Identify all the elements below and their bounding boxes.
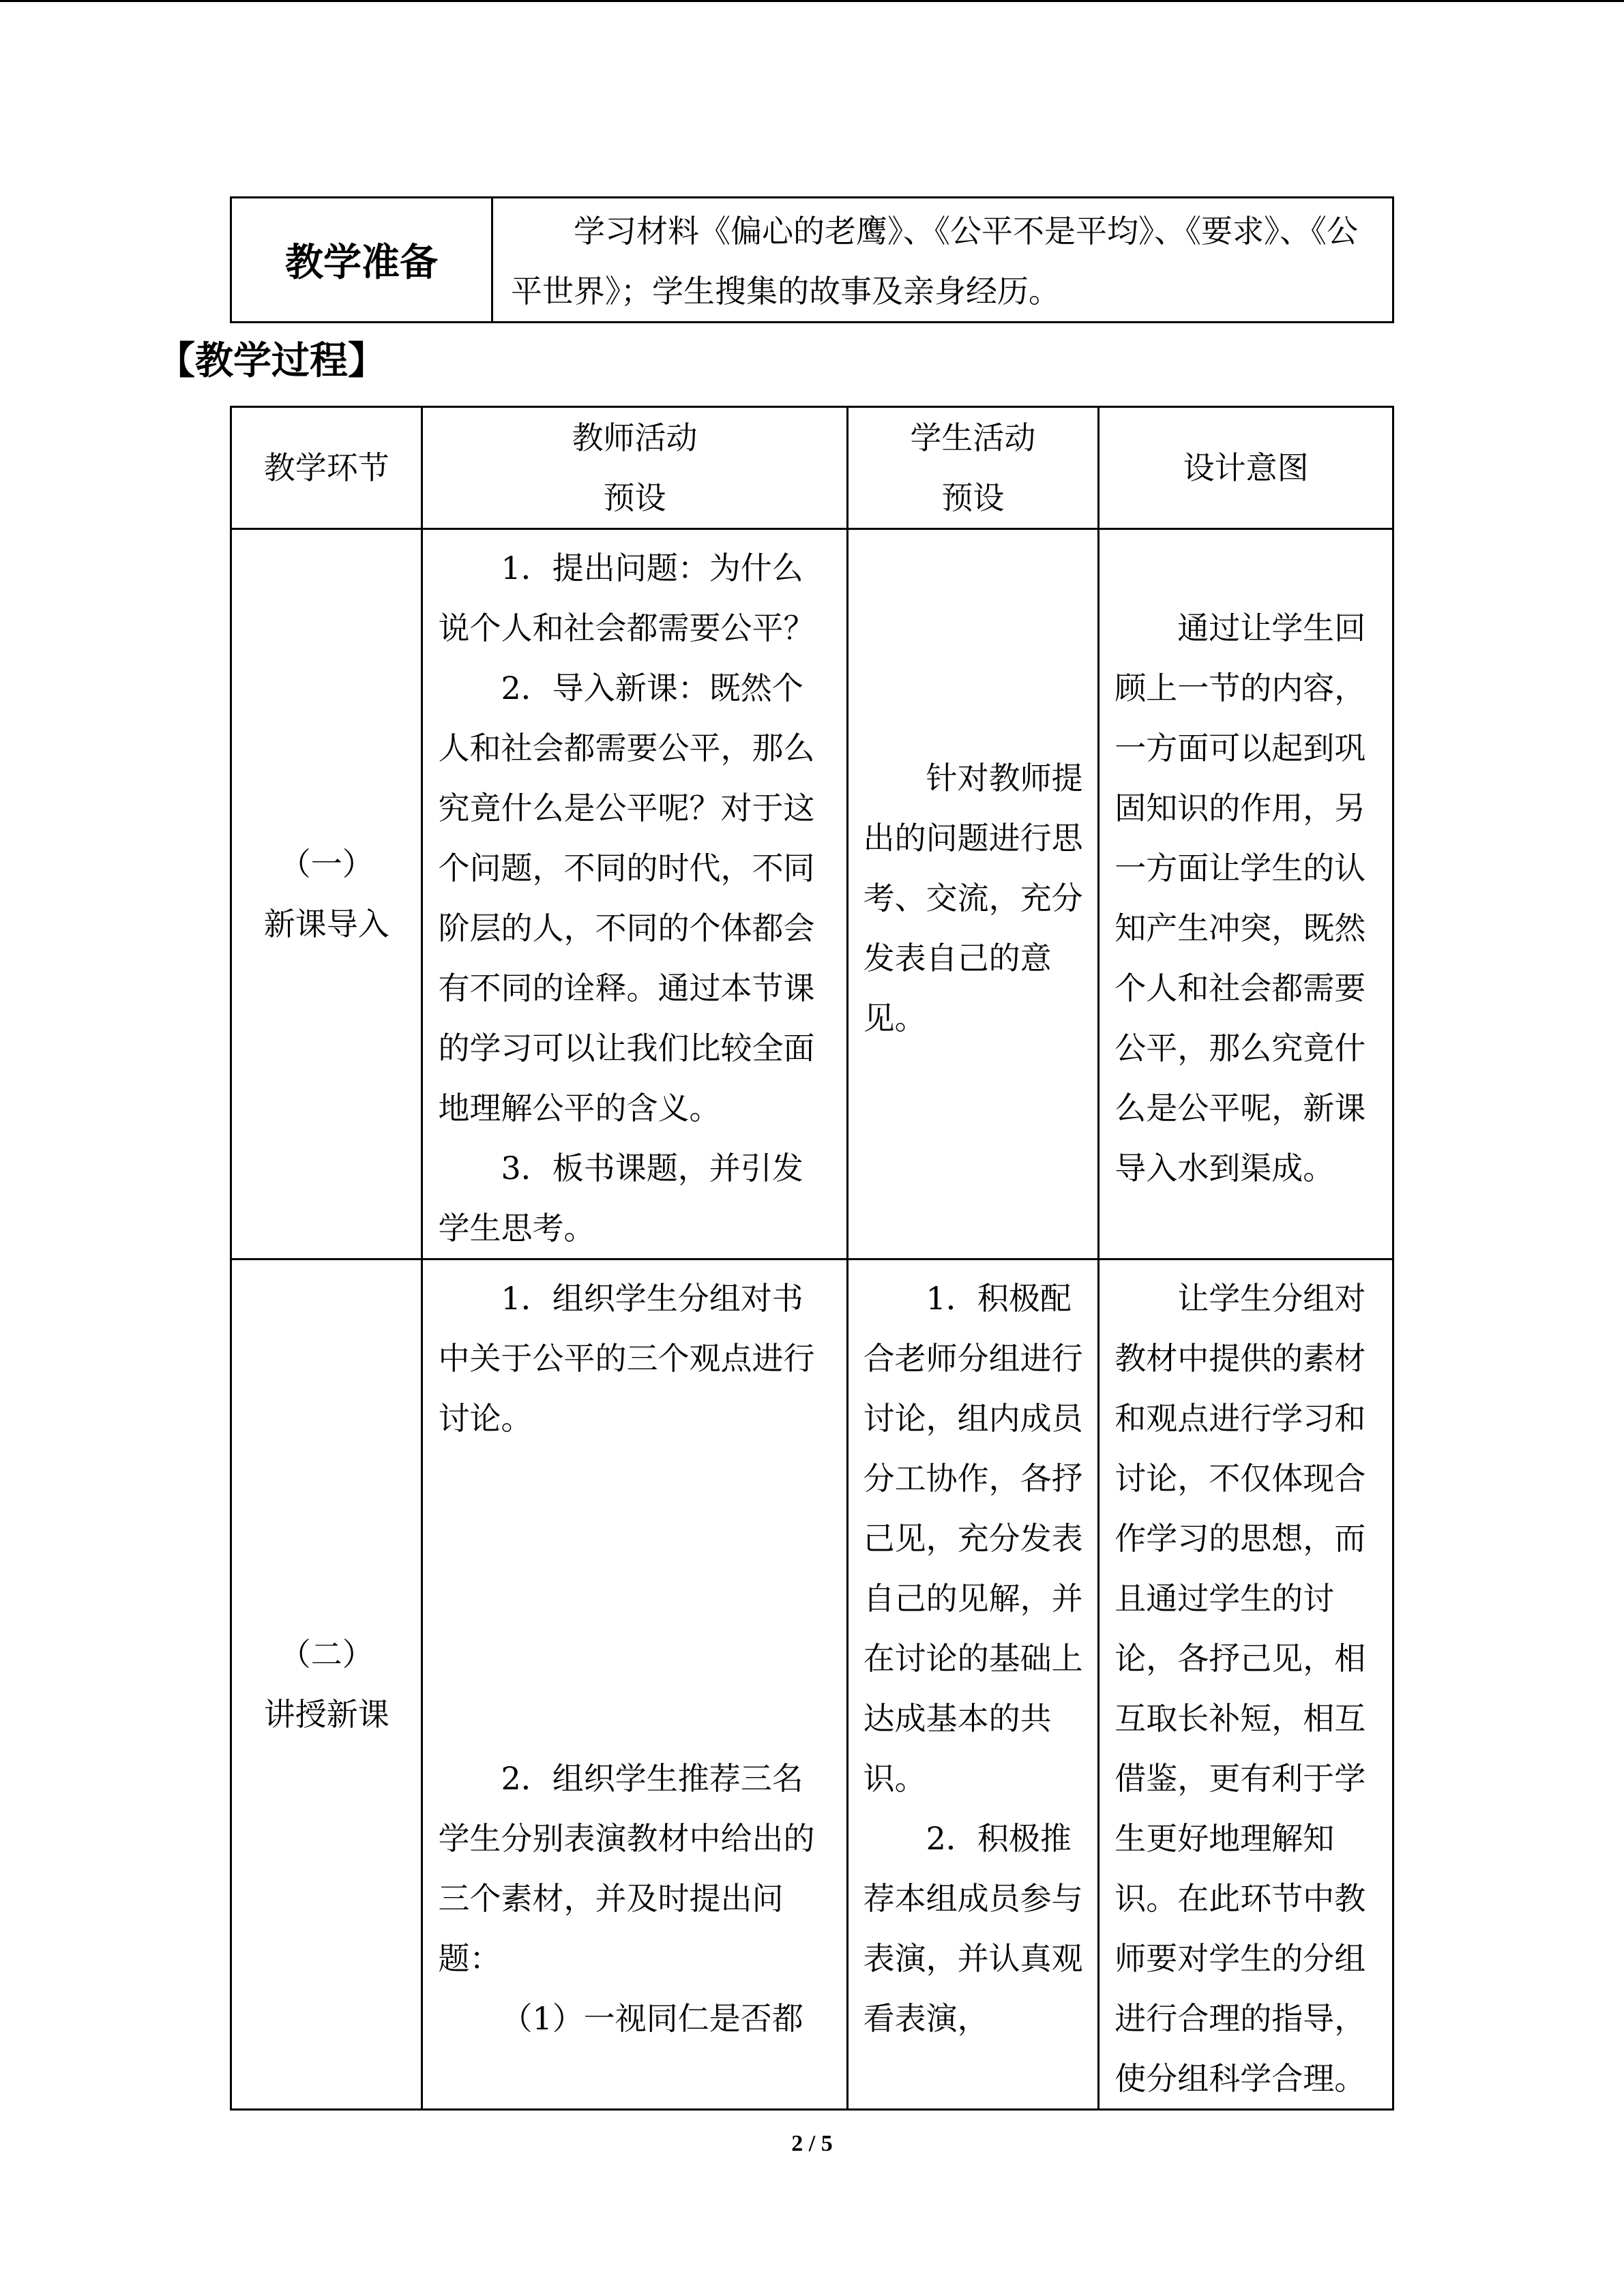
teacher-activity-cell	[422, 1259, 847, 2110]
stage-number: （一）	[279, 846, 374, 882]
teacher-step: 1．组织学生分组对书中关于公平的三个观点进行讨论。	[438, 1280, 815, 1437]
student-activity-cell	[847, 529, 1099, 1259]
preparation-table	[230, 196, 1394, 323]
header-student-line2: 预设	[941, 479, 1005, 516]
process-table	[230, 406, 1394, 2111]
stage-title: 讲授新课	[263, 1696, 389, 1733]
teacher-activity-cell	[422, 529, 847, 1259]
stage-title: 新课导入	[263, 906, 389, 942]
table-row	[231, 529, 1393, 1259]
teacher-substep: （1）一视同仁是否都	[501, 2000, 803, 2037]
design-intent-cell	[1099, 529, 1393, 1259]
teacher-step: 2．导入新课：既然个人和社会都需要公平，那么究竟什么是公平呢？对于这个问题，不同的时代，不同阶层的人，不同的个体都会有不同的诠释。通过本节课的学习可以让我们比较全面地理解公平的含义。	[438, 670, 815, 1127]
header-teacher-line2: 预设	[603, 479, 666, 516]
student-step: 2．积极推荐本组成员参与表演，并认真观看表演，	[863, 1820, 1083, 2037]
design-intent-cell	[1099, 1259, 1393, 2110]
header-student-line1: 学生活动	[910, 419, 1036, 456]
stage-cell	[231, 1259, 422, 2110]
design-intent-text: 让学生分组对教材中提供的素材和观点进行学习和讨论，不仅体现合作学习的思想，而且通过学生的讨论，各抒己见，相互取长补短，相互借鉴，更有利于学生更好地理解知识。在此环节中教师要对学生的分组进行合理的指导，使分组科学合理。	[1114, 1280, 1366, 2097]
table-header-row	[231, 407, 1393, 529]
student-activity-cell	[847, 1259, 1099, 2110]
header-teacher	[422, 407, 847, 529]
teacher-step: 1．提出问题：为什么说个人和社会都需要公平？	[438, 550, 815, 646]
blank-space	[438, 1448, 832, 1748]
teacher-step: 2．组织学生推荐三名学生分别表演教材中给出的三个素材，并及时提出问题：	[438, 1760, 815, 1977]
header-intent: 设计意图	[1099, 407, 1393, 529]
header-student	[847, 407, 1099, 529]
preparation-content: 学习材料《偏心的老鹰》、《公平不是平均》、《要求》、《公平世界》；学生搜集的故事及亲身经历。	[492, 198, 1393, 323]
section-heading: 【教学过程】	[157, 339, 386, 383]
table-row	[231, 1259, 1393, 2110]
student-activity-text: 针对教师提出的问题进行思考、交流，充分发表自己的意见。	[863, 760, 1083, 1037]
design-intent-text: 通过让学生回顾上一节的内容，一方面可以起到巩固知识的作用，另一方面让学生的认知产生冲突，既然个人和社会都需要公平，那么究竟什么是公平呢，新课导入水到渠成。	[1114, 610, 1366, 1187]
page-number: 2 / 5	[791, 2131, 833, 2156]
header-stage: 教学环节	[231, 407, 422, 529]
stage-number: （二）	[279, 1636, 374, 1673]
page-top-border	[0, 0, 1624, 2]
student-step: 1．积极配合老师分组进行讨论，组内成员分工协作，各抒己见，充分发表自己的见解，并在讨论的基础上达成基本的共识。	[863, 1280, 1083, 1797]
preparation-row	[231, 198, 1393, 323]
header-teacher-line1: 教师活动	[572, 419, 698, 456]
preparation-label: 教学准备	[231, 198, 492, 323]
stage-cell	[231, 529, 422, 1259]
teacher-step: 3．板书课题，并引发学生思考。	[438, 1150, 803, 1247]
